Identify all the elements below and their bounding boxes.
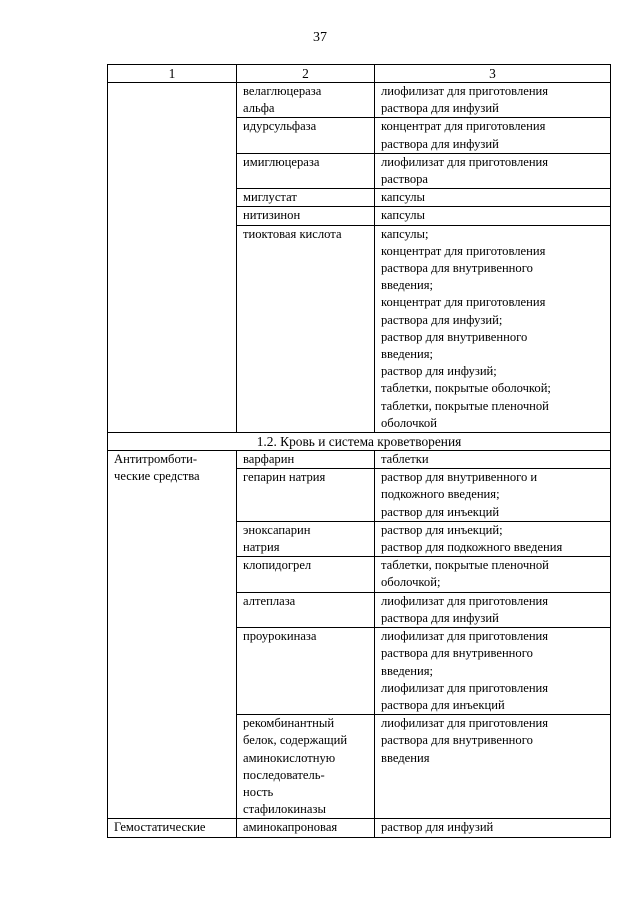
text-line: тиоктовая кислота <box>243 226 342 241</box>
group-cell-hemostatic <box>108 819 237 837</box>
text-line: таблетки <box>381 452 429 467</box>
text-line: раствора для внутривенного <box>381 733 533 748</box>
text-line: последователь- <box>243 767 325 782</box>
text-line: варфарин <box>243 452 295 467</box>
text-line: оболочкой; <box>381 575 441 590</box>
dosage-form-cell <box>375 819 611 837</box>
text-line: таблетки, покрытые пленочной <box>381 558 549 573</box>
section-heading-row <box>108 433 611 451</box>
text-line: алтеплаза <box>243 593 296 608</box>
text-line: альфа <box>243 101 275 116</box>
text-line: ческие средства <box>114 469 200 484</box>
text-line: концентрат для приготовления <box>381 243 546 258</box>
dosage-form-cell <box>375 153 611 188</box>
drug-name-cell <box>237 469 375 522</box>
text-line: стафилокиназы <box>243 802 326 817</box>
text-line: Антитромботи- <box>114 452 198 467</box>
text-line: раствора для инъекций <box>381 697 505 712</box>
text-line: раствора для внутривенного <box>381 261 533 276</box>
drug-name-cell <box>237 715 375 819</box>
text-line: раствора для инфузий <box>381 136 499 151</box>
column-header-2: 2 <box>237 65 375 83</box>
text-line: введения; <box>381 278 434 293</box>
drug-name-cell <box>237 207 375 225</box>
text-line: раствор для инфузий <box>381 820 494 835</box>
dosage-form-cell <box>375 469 611 522</box>
group-cell-empty <box>108 83 237 433</box>
text-line: нитизинон <box>243 208 301 223</box>
text-line: ность <box>243 784 274 799</box>
text-line: аминокислотную <box>243 750 336 765</box>
dosage-form-cell <box>375 715 611 819</box>
text-line: раствора для инфузий <box>381 610 499 625</box>
text-line: рекомбинантный <box>243 716 335 731</box>
drug-name-cell <box>237 521 375 556</box>
text-line: лиофилизат для приготовления <box>381 84 549 98</box>
text-line: концентрат для приготовления <box>381 295 546 310</box>
text-line: раствор для внутривенного и <box>381 470 538 485</box>
drug-name-cell <box>237 451 375 469</box>
dosage-form-cell <box>375 557 611 592</box>
table-row <box>108 83 611 118</box>
text-line: раствор для инъекций <box>381 504 500 519</box>
text-line: лиофилизат для приготовления <box>381 716 549 731</box>
page-number: 37 <box>313 30 327 45</box>
text-line: капсулы <box>381 190 426 205</box>
text-line: введения <box>381 750 430 765</box>
text-line: белок, содержащий <box>243 733 348 748</box>
drug-name-cell <box>237 225 375 432</box>
text-line: введения; <box>381 663 434 678</box>
table-body <box>108 65 611 838</box>
table-row <box>108 451 611 469</box>
text-line: идурсульфаза <box>243 119 317 134</box>
column-header-3: 3 <box>375 65 611 83</box>
text-line: оболочкой <box>381 415 437 430</box>
dosage-form-cell <box>375 189 611 207</box>
drug-name-cell <box>237 83 375 118</box>
text-line: проурокиназа <box>243 629 317 644</box>
text-line: велаглюцераза <box>243 84 322 98</box>
column-header-1: 1 <box>108 65 237 83</box>
text-line: введения; <box>381 347 434 362</box>
dosage-form-cell <box>375 592 611 627</box>
text-line: раствор для подкожного введения <box>381 540 563 555</box>
text-line: подкожного введения; <box>381 487 500 502</box>
text-line: капсулы; <box>381 226 429 241</box>
group-cell-antithrombotic <box>108 451 237 819</box>
drug-name-cell <box>237 557 375 592</box>
dosage-form-cell <box>375 83 611 118</box>
drug-name-cell <box>237 628 375 715</box>
dosage-form-cell <box>375 207 611 225</box>
dosage-form-cell <box>375 451 611 469</box>
dosage-form-cell <box>375 225 611 432</box>
text-line: имиглюцераза <box>243 154 320 169</box>
drug-name-cell <box>237 189 375 207</box>
text-line: концентрат для приготовления <box>381 119 546 134</box>
text-line: раствор для внутривенного <box>381 329 528 344</box>
text-line: таблетки, покрытые пленочной <box>381 398 549 413</box>
text-line: раствора для внутривенного <box>381 646 533 661</box>
section-heading: 1.2. Кровь и система кроветворения <box>108 433 611 451</box>
text-line: клопидогрел <box>243 558 312 573</box>
text-line: Гемостатические <box>114 820 206 835</box>
dosage-form-cell <box>375 628 611 715</box>
text-line: раствор для инфузий; <box>381 364 497 379</box>
text-line: таблетки, покрытые оболочкой; <box>381 381 551 396</box>
text-line: раствора для инфузий <box>381 101 499 116</box>
dosage-form-cell <box>375 521 611 556</box>
drug-name-cell <box>237 819 375 837</box>
text-line: аминокапроновая <box>243 820 338 835</box>
text-line: миглустат <box>243 190 297 205</box>
drug-name-cell <box>237 592 375 627</box>
table-row <box>108 819 611 837</box>
text-line: лиофилизат для приготовления <box>381 154 549 169</box>
table-header-row <box>108 65 611 83</box>
text-line: натрия <box>243 540 280 555</box>
text-line: лиофилизат для приготовления <box>381 629 549 644</box>
text-line: раствора <box>381 172 429 187</box>
text-line: раствор для инъекций; <box>381 522 503 537</box>
text-line: эноксапарин <box>243 522 311 537</box>
text-line: лиофилизат для приготовления <box>381 593 549 608</box>
drug-name-cell <box>237 153 375 188</box>
text-line: капсулы <box>381 208 426 223</box>
drug-name-cell <box>237 118 375 153</box>
dosage-form-cell <box>375 118 611 153</box>
text-line: раствора для инфузий; <box>381 312 503 327</box>
drug-list-table <box>107 64 611 838</box>
text-line: лиофилизат для приготовления <box>381 680 549 695</box>
text-line: гепарин натрия <box>243 470 326 485</box>
